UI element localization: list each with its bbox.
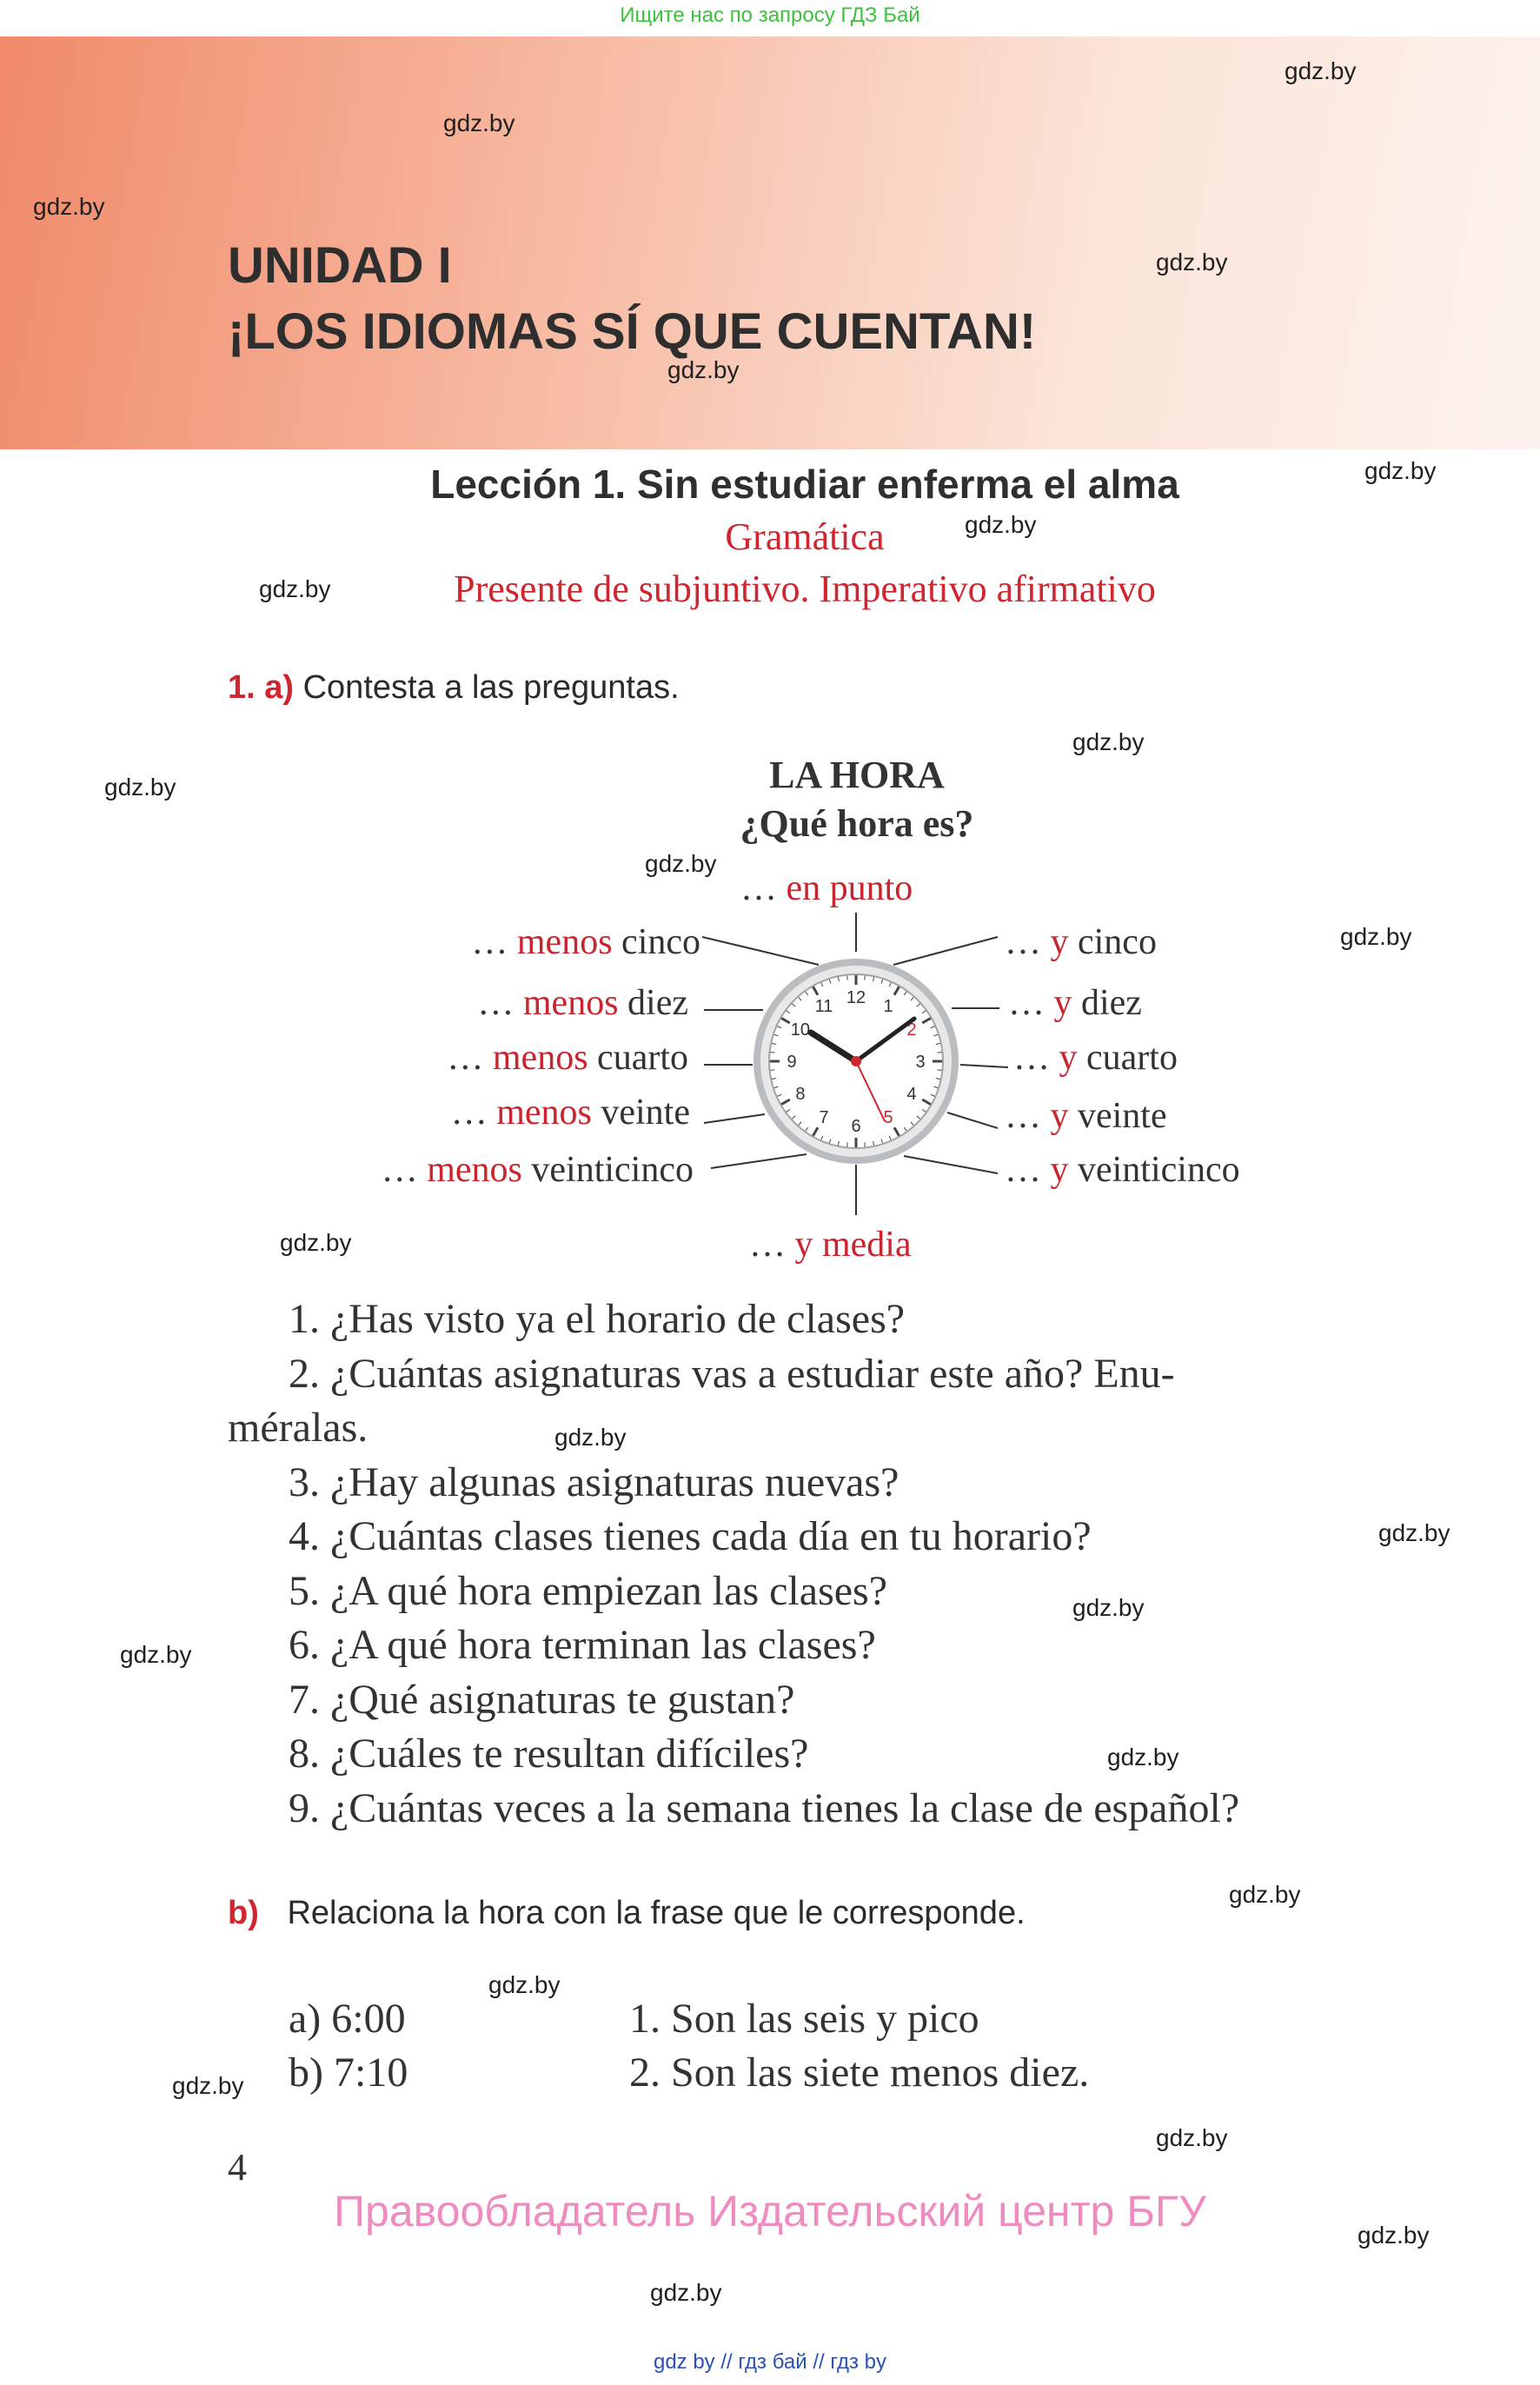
match-right-1: 1. Son las seis y pico [629, 1996, 979, 2042]
watermark: gdz.by [33, 193, 105, 220]
clock-number: 8 [795, 1085, 806, 1104]
watermark: gdz.by [443, 110, 515, 136]
clock-tick [865, 976, 866, 980]
clock-label-right-1: … y cinco [1005, 922, 1157, 962]
clock-number: 7 [819, 1108, 829, 1128]
question-1: 1. ¿Has visto ya el horario de clases? [289, 1296, 906, 1342]
clock-number: 1 [883, 996, 893, 1016]
clock-label-top: … en punto [740, 868, 913, 908]
clock-leader-line [960, 1065, 1008, 1067]
unit-title-line2: ¡LOS IDIOMAS SÍ QUE CUENTAN! [228, 303, 1037, 360]
clock-title: LA HORA [769, 754, 945, 796]
clock-number: 11 [814, 996, 833, 1016]
watermark: gdz.by [1072, 728, 1145, 755]
clock-label-right-4: … y veinte [1005, 1096, 1167, 1136]
question-2: 2. ¿Cuántas asignaturas vas a estudiar este año? Enu- [289, 1351, 1175, 1397]
grammar-subtitle: Presente de subjuntivo. Imperativo afirmativo [454, 568, 1156, 610]
watermark: gdz.by [1156, 2124, 1228, 2151]
clock-center [851, 1056, 861, 1066]
watermark: gdz.by [667, 356, 740, 383]
clock-label-right-2: … y diez [1008, 983, 1142, 1023]
match-left-b: b) 7:10 [289, 2050, 408, 2096]
watermark: gdz.by [120, 1641, 192, 1668]
watermark: gdz.by [645, 850, 717, 877]
clock-number: 2 [906, 1020, 917, 1040]
question-7: 7. ¿Qué asignaturas te gustan? [289, 1677, 795, 1723]
watermark: gdz.by [259, 575, 331, 602]
question-2-cont: méralas. [228, 1405, 368, 1451]
question-8: 8. ¿Cuáles te resultan difíciles? [289, 1731, 809, 1777]
question-4: 4. ¿Cuántas clases tienes cada día en tu horario? [289, 1513, 1092, 1559]
clock-number: 4 [906, 1085, 917, 1104]
watermark: gdz.by [1364, 457, 1437, 484]
clock-label-right-3: … y cuarto [1013, 1038, 1178, 1078]
copyright-holder: Правообладатель Издательский центр БГУ [334, 2187, 1206, 2236]
watermark: gdz.by [965, 511, 1037, 538]
clock-number: 6 [851, 1117, 861, 1136]
unit-title-line1: UNIDAD I [228, 237, 452, 294]
watermark: gdz.by [1378, 1519, 1450, 1546]
question-3: 3. ¿Hay algunas asignaturas nuevas? [289, 1459, 899, 1505]
clock-label-left-3: … menos cuarto [447, 1038, 688, 1078]
clock-leader-line [893, 937, 998, 965]
clock-tick [937, 1070, 941, 1071]
clock-leader-line [947, 1113, 998, 1128]
clock-tick [847, 1142, 848, 1146]
watermark: gdz.by [650, 2279, 722, 2306]
watermark: gdz.by [1357, 2222, 1430, 2249]
watermark: gdz.by [172, 2072, 244, 2099]
grammar-title: Gramática [725, 515, 885, 558]
clock-leader-line [704, 1114, 765, 1123]
watermark: gdz.by [554, 1424, 627, 1451]
clock-tick [865, 1142, 866, 1146]
clock-label-left-4: … menos veinte [450, 1093, 690, 1133]
task-1b [228, 1895, 1026, 1932]
bottom-links: gdz by // гдз бай // гдз by [653, 2350, 887, 2374]
top-banner: Ищите нас по запросу ГДЗ Бай [620, 3, 920, 27]
watermark: gdz.by [1284, 57, 1357, 84]
clock-number: 9 [787, 1053, 797, 1072]
lesson-title: Lección 1. Sin estudiar enferma el alma [430, 462, 1179, 507]
clock-label-left-1: … menos cinco [471, 922, 700, 962]
clock-number: 12 [846, 988, 866, 1007]
clock-label-left-2: … menos diez [477, 983, 688, 1023]
match-left-a: a) 6:00 [289, 1996, 406, 2042]
watermark: gdz.by [1107, 1744, 1179, 1770]
question-9: 9. ¿Cuántas veces a la semana tienes la clase de español? [289, 1785, 1240, 1831]
watermark: gdz.by [1229, 1881, 1301, 1908]
match-right-2: 2. Son las siete menos diez. [629, 2050, 1090, 2096]
watermark: gdz.by [488, 1971, 561, 1998]
watermark: gdz.by [280, 1229, 352, 1256]
clock-face [753, 959, 959, 1164]
clock-tick [771, 1070, 775, 1071]
clock-number: 10 [790, 1020, 811, 1040]
clock-number: 5 [883, 1108, 893, 1128]
question-6: 6. ¿A qué hora terminan las clases? [289, 1622, 876, 1668]
clock-label-bottom: … y media [749, 1225, 912, 1265]
task-1a-text: Contesta a las preguntas. [294, 669, 680, 706]
clock-tick [847, 976, 848, 980]
task-1b-text: Relaciona la hora con la frase que le corresponde. [287, 1895, 1026, 1931]
page-number: 4 [228, 2146, 247, 2189]
clock-label-right-5: … y veinticinco [1005, 1150, 1240, 1190]
watermark: gdz.by [1072, 1594, 1145, 1621]
clock-leader-line [711, 1154, 807, 1168]
watermark: gdz.by [104, 774, 176, 801]
watermark: gdz.by [1156, 249, 1228, 276]
clock-leader-line [702, 937, 819, 965]
task-1b-number: b) [228, 1895, 259, 1931]
clock-leader-line [904, 1156, 998, 1173]
watermark: gdz.by [1340, 923, 1412, 950]
clock-question: ¿Qué hora es? [740, 802, 974, 845]
question-5: 5. ¿A qué hora empiezan las clases? [289, 1568, 888, 1614]
task-1a-number: 1. a) [228, 669, 295, 706]
clock-number: 3 [915, 1053, 926, 1072]
clock-label-left-5: … menos veinticinco [381, 1150, 694, 1190]
